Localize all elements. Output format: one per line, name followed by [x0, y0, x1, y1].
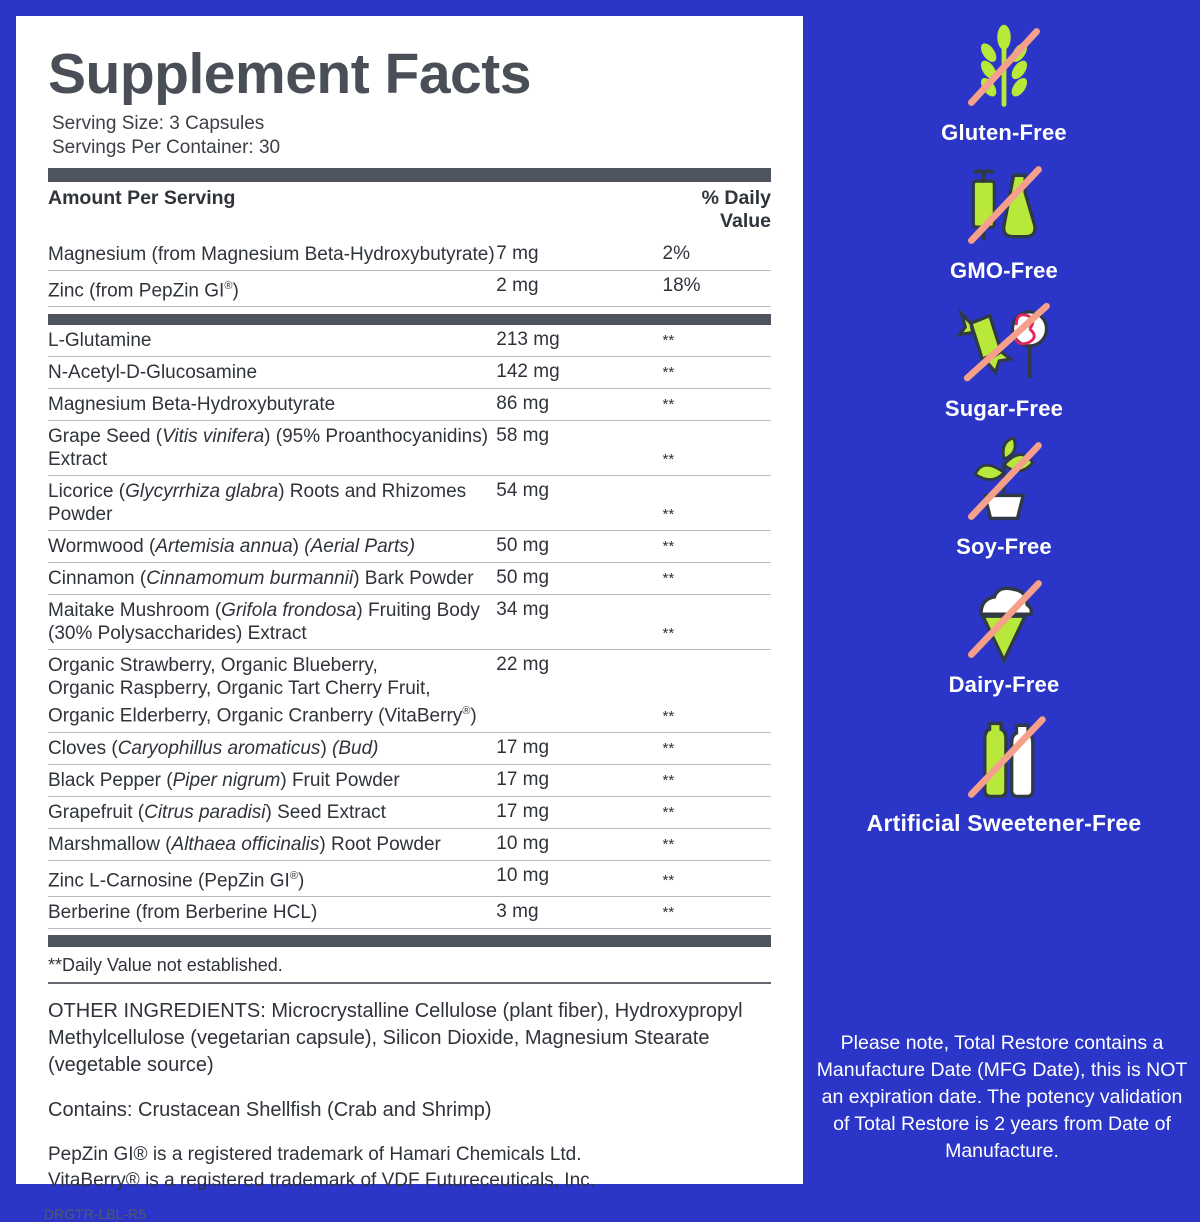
badge-gmo-free	[820, 156, 1188, 284]
ingredient-name: Black Pepper (Piper nigrum) Fruit Powder	[48, 764, 496, 796]
ice-cream-cone-icon	[820, 570, 1188, 670]
serving-size: Serving Size: 3 Capsules	[52, 113, 265, 134]
ingredient-amount: 50 mg	[496, 563, 662, 595]
candy-icon	[820, 294, 1188, 394]
ingredient-name: N-Acetyl-D-Glucosamine	[48, 357, 496, 389]
table-row	[48, 421, 771, 476]
table-header-row	[48, 182, 771, 239]
table-row	[48, 896, 771, 928]
badge-soy-free	[820, 432, 1188, 560]
ingredient-amount: 17 mg	[496, 796, 662, 828]
badge-label: Dairy-Free	[948, 672, 1060, 697]
nutrient-amount: 2 mg	[496, 271, 662, 307]
table-row	[48, 563, 771, 595]
servings-per-container: Servings Per Container: 30	[52, 137, 281, 158]
document-code: DRGTR-LBL-R5	[44, 1205, 146, 1222]
allergen-contains: Contains: Crustacean Shellfish (Crab and Shrimp)	[48, 1098, 492, 1121]
ingredient-amount: 10 mg	[496, 828, 662, 860]
table-row	[48, 828, 771, 860]
supplement-facts-panel	[16, 16, 803, 1222]
mfg-date-note: Please note, Total Restore contains a Manufacture Date (MFG Date), this is NOT an expiration date. The potency validation of Total Restore is 2 years from Date of Manufacture.	[816, 1032, 1188, 1162]
plant-pot-icon	[820, 432, 1188, 532]
table-row	[48, 764, 771, 796]
table-row	[48, 860, 771, 896]
divider-bottom	[48, 935, 771, 947]
ingredient-amount: 10 mg	[496, 860, 662, 896]
nutrient-dv: 2%	[663, 239, 771, 271]
table-row	[48, 271, 771, 307]
ingredient-name: Berberine (from Berberine HCL)	[48, 896, 496, 928]
ingredient-dv: **	[663, 595, 771, 650]
badge-label: GMO-Free	[950, 258, 1058, 283]
page-title: Supplement Facts	[48, 42, 531, 106]
syringe-flask-icon	[820, 156, 1188, 256]
ingredient-amount: 17 mg	[496, 764, 662, 796]
ingredient-name: Magnesium Beta-Hydroxybutyrate	[48, 389, 496, 421]
divider-thick-top	[48, 168, 771, 182]
trademark-note-vitaberry: VitaBerry® is a registered trademark of VDF Futureceuticals, Inc.	[48, 1169, 595, 1191]
ingredient-dv: **	[663, 389, 771, 421]
nutrient-name: Zinc (from PepZin GI®)	[48, 271, 496, 307]
ingredient-dv: **	[663, 357, 771, 389]
nutrient-name: Magnesium (from Magnesium Beta-Hydroxybutyrate)	[48, 239, 496, 271]
ingredient-dv: **	[663, 828, 771, 860]
badge-gluten-free	[820, 18, 1188, 146]
ingredient-name: Wormwood (Artemisia annua) (Aerial Parts)	[48, 531, 496, 563]
ingredient-amount: 213 mg	[496, 325, 662, 357]
nutrient-amount: 7 mg	[496, 239, 662, 271]
header-daily-value: % Daily Value	[701, 187, 771, 232]
ingredient-name: Maitake Mushroom (Grifola frondosa) Fruiting Body (30% Polysaccharides) Extract	[48, 595, 496, 650]
badge-label: Artificial Sweetener-Free	[866, 810, 1142, 836]
bottles-icon	[820, 708, 1188, 808]
ingredient-dv: **	[663, 860, 771, 896]
header-amount-per-serving: Amount Per Serving	[48, 187, 236, 209]
badge-label: Sugar-Free	[944, 396, 1064, 421]
trademark-note-pepzin: PepZin GI® is a registered trademark of Hamari Chemicals Ltd.	[48, 1143, 582, 1165]
badge-label: Gluten-Free	[941, 120, 1067, 145]
ingredient-dv: **	[663, 421, 771, 476]
table-row	[48, 732, 771, 764]
ingredient-dv: **	[663, 764, 771, 796]
ingredient-amount: 17 mg	[496, 732, 662, 764]
free-from-badges	[820, 18, 1188, 847]
facts-table-blend	[48, 325, 771, 929]
badge-sugar-free	[820, 294, 1188, 422]
ingredient-dv: **	[663, 563, 771, 595]
ingredient-name: Licorice (Glycyrrhiza glabra) Roots and Rhizomes Powder	[48, 476, 496, 531]
ingredient-amount: 3 mg	[496, 896, 662, 928]
daily-value-footnote: **Daily Value not established.	[48, 955, 771, 984]
ingredient-dv: **	[663, 650, 771, 732]
ingredient-amount: 86 mg	[496, 389, 662, 421]
ingredient-dv: **	[663, 796, 771, 828]
table-row	[48, 476, 771, 531]
wheat-icon	[820, 18, 1188, 118]
ingredient-dv: **	[663, 325, 771, 357]
badge-dairy-free	[820, 570, 1188, 698]
table-row	[48, 796, 771, 828]
divider-blend	[48, 314, 771, 325]
table-row	[48, 595, 771, 650]
table-row	[48, 325, 771, 357]
table-row	[48, 239, 771, 271]
ingredient-dv: **	[663, 732, 771, 764]
ingredient-name: Grapefruit (Citrus paradisi) Seed Extract	[48, 796, 496, 828]
table-row	[48, 531, 771, 563]
ingredient-dv: **	[663, 476, 771, 531]
table-row	[48, 357, 771, 389]
ingredient-amount: 22 mg	[496, 650, 662, 732]
ingredient-amount: 34 mg	[496, 595, 662, 650]
table-row	[48, 389, 771, 421]
ingredient-name: Grape Seed (Vitis vinifera) (95% Proanthocyanidins) Extract	[48, 421, 496, 476]
nutrient-dv: 18%	[663, 271, 771, 307]
ingredient-name: L-Glutamine	[48, 325, 496, 357]
ingredient-name: Cinnamon (Cinnamomum burmannii) Bark Powder	[48, 563, 496, 595]
facts-table-top	[48, 182, 771, 307]
ingredient-name: Marshmallow (Althaea officinalis) Root Powder	[48, 828, 496, 860]
ingredient-name: Cloves (Caryophillus aromaticus) (Bud)	[48, 732, 496, 764]
ingredient-dv: **	[663, 896, 771, 928]
ingredient-dv: **	[663, 531, 771, 563]
table-row	[48, 650, 771, 732]
ingredient-amount: 142 mg	[496, 357, 662, 389]
ingredient-amount: 54 mg	[496, 476, 662, 531]
header-amount-spacer	[496, 182, 662, 239]
badge-label: Soy-Free	[956, 534, 1052, 559]
ingredient-amount: 50 mg	[496, 531, 662, 563]
ingredient-name: Zinc L-Carnosine (PepZin GI®)	[48, 860, 496, 896]
other-ingredients: OTHER INGREDIENTS: Microcrystalline Cellulose (plant fiber), Hydroxypropyl Methylcellulose (vegetarian capsule), Silicon Dioxide, Magnesium Stearate (vegetable source)	[48, 999, 743, 1076]
badge-artificial-sweetener-free	[820, 708, 1188, 837]
ingredient-name: Organic Strawberry, Organic Blueberry, Organic Raspberry, Organic Tart Cherry Fruit, Organic Elderberry, Organic Cranberry (VitaBerry®)	[48, 650, 496, 732]
ingredient-amount: 58 mg	[496, 421, 662, 476]
